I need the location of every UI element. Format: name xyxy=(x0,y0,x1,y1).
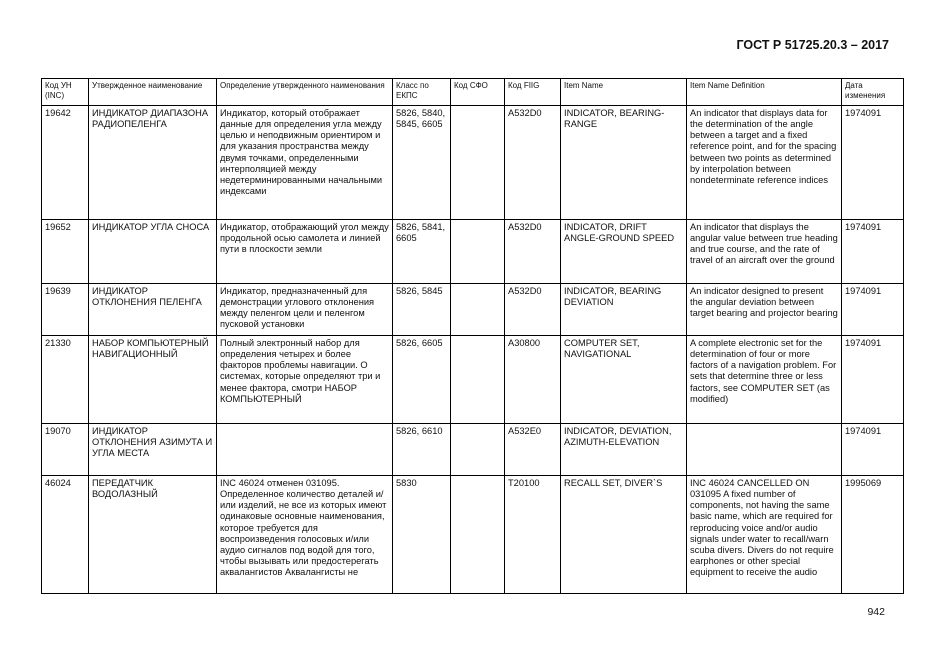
cell-inc: 19652 xyxy=(42,220,89,284)
cell-inc: 19070 xyxy=(42,424,89,476)
cell-sfo-code xyxy=(451,284,505,336)
cell-fiig-code: A532D0 xyxy=(505,284,561,336)
cell-fiig-code: A532E0 xyxy=(505,424,561,476)
cell-change-date: 1974091 xyxy=(842,284,904,336)
cell-item-name: INDICATOR, BEARING-RANGE xyxy=(561,106,687,220)
catalog-table xyxy=(41,78,904,594)
table-row xyxy=(42,106,904,220)
cell-name-definition: Полный электронный набор для определения четырех и более факторов проблемы навигации. О системах, которые определяют три и менее фактора, смотри НАБОР КОМПЬЮТЕРНЫЙ xyxy=(217,336,393,424)
cell-ekps-class: 5830 xyxy=(393,476,451,594)
cell-change-date: 1974091 xyxy=(842,424,904,476)
cell-item-name-definition: An indicator that displays data for the determination of the angle between a target and a fixed reference point, and for the spacing between two points as determined by interpolation between nondeterminate reference indices xyxy=(687,106,842,220)
column-header-item-name: Item Name xyxy=(561,79,687,106)
table-row xyxy=(42,220,904,284)
cell-change-date: 1974091 xyxy=(842,220,904,284)
cell-item-name-definition: An indicator that displays the angular value between true heading and true course, and the rate of travel of an aircraft over the ground xyxy=(687,220,842,284)
cell-change-date: 1995069 xyxy=(842,476,904,594)
cell-approved-name: ПЕРЕДАТЧИК ВОДОЛАЗНЫЙ xyxy=(89,476,217,594)
table-row xyxy=(42,284,904,336)
column-header-ekps-class: Класс по ЕКПС xyxy=(393,79,451,106)
cell-approved-name: ИНДИКАТОР ДИАПАЗОНА РАДИОПЕЛЕНГА xyxy=(89,106,217,220)
cell-name-definition xyxy=(217,424,393,476)
cell-approved-name: ИНДИКАТОР ОТКЛОНЕНИЯ ПЕЛЕНГА xyxy=(89,284,217,336)
cell-approved-name: ИНДИКАТОР УГЛА СНОСА xyxy=(89,220,217,284)
cell-ekps-class: 5826, 5841, 6605 xyxy=(393,220,451,284)
cell-item-name: RECALL SET, DIVER`S xyxy=(561,476,687,594)
cell-inc: 46024 xyxy=(42,476,89,594)
cell-ekps-class: 5826, 5840, 5845, 6605 xyxy=(393,106,451,220)
column-header-sfo-code: Код СФО xyxy=(451,79,505,106)
table-header-row xyxy=(42,79,904,106)
cell-sfo-code xyxy=(451,476,505,594)
cell-approved-name: НАБОР КОМПЬЮТЕРНЫЙ НАВИГАЦИОННЫЙ xyxy=(89,336,217,424)
cell-change-date: 1974091 xyxy=(842,336,904,424)
cell-sfo-code xyxy=(451,106,505,220)
column-header-item-name-definition: Item Name Definition xyxy=(687,79,842,106)
cell-item-name-definition: A complete electronic set for the determination of four or more factors of a navigation problem. For sets that determine three or less factors, see COMPUTER SET (as modified) xyxy=(687,336,842,424)
column-header-name-definition: Определение утвержденного наименования xyxy=(217,79,393,106)
column-header-inc: Код УН (INC) xyxy=(42,79,89,106)
cell-item-name: INDICATOR, BEARING DEVIATION xyxy=(561,284,687,336)
table-row xyxy=(42,424,904,476)
document-code: ГОСТ Р 51725.20.3 – 2017 xyxy=(736,38,889,52)
cell-item-name-definition: An indicator designed to present the angular deviation between target bearing and projector bearing xyxy=(687,284,842,336)
cell-name-definition: Индикатор, который отображает данные для определения угла между целью и неподвижным ориентиром и для указания пространства между двумя точками, определенными интерполяцией между недетерминированными начальными индексами xyxy=(217,106,393,220)
cell-sfo-code xyxy=(451,424,505,476)
table-row xyxy=(42,336,904,424)
cell-item-name: INDICATOR, DEVIATION, AZIMUTH-ELEVATION xyxy=(561,424,687,476)
cell-item-name-definition: INC 46024 CANCELLED ON 031095 A fixed number of components, not having the same basic name, which are required for reproducing voice and/or audio signals under water to recall/warn scuba divers. Divers do not require earphones or other special equipment to receive the audio xyxy=(687,476,842,594)
cell-item-name: INDICATOR, DRIFT ANGLE-GROUND SPEED xyxy=(561,220,687,284)
cell-ekps-class: 5826, 6610 xyxy=(393,424,451,476)
page-number: 942 xyxy=(867,606,885,618)
cell-name-definition: Индикатор, отображающий угол между продольной осью самолета и линией пути в плоскости земли xyxy=(217,220,393,284)
cell-inc: 19639 xyxy=(42,284,89,336)
column-header-approved-name: Утвержденное наименование xyxy=(89,79,217,106)
cell-ekps-class: 5826, 6605 xyxy=(393,336,451,424)
cell-sfo-code xyxy=(451,336,505,424)
cell-name-definition: Индикатор, предназначенный для демонстрации углового отклонения между пеленгом цели и пеленгом пусковой установки xyxy=(217,284,393,336)
cell-fiig-code: A532D0 xyxy=(505,106,561,220)
cell-inc: 21330 xyxy=(42,336,89,424)
cell-inc: 19642 xyxy=(42,106,89,220)
cell-sfo-code xyxy=(451,220,505,284)
cell-change-date: 1974091 xyxy=(842,106,904,220)
column-header-change-date: Дата изменения xyxy=(842,79,904,106)
cell-item-name-definition xyxy=(687,424,842,476)
table-row xyxy=(42,476,904,594)
cell-fiig-code: A532D0 xyxy=(505,220,561,284)
cell-approved-name: ИНДИКАТОР ОТКЛОНЕНИЯ АЗИМУТА И УГЛА МЕСТА xyxy=(89,424,217,476)
cell-ekps-class: 5826, 5845 xyxy=(393,284,451,336)
cell-item-name: COMPUTER SET, NAVIGATIONAL xyxy=(561,336,687,424)
column-header-fiig-code: Код FIIG xyxy=(505,79,561,106)
cell-fiig-code: A30800 xyxy=(505,336,561,424)
cell-fiig-code: T20100 xyxy=(505,476,561,594)
cell-name-definition: INC 46024 отменен 031095. Определенное количество деталей и/или изделий, не все из которых имеют одинаковые основные наименования, которое требуется для воспроизведения голосовых и/или аудио сигналов под водой для того, чтобы вызывать или предостерегать аквалангистов Аквалангисты не xyxy=(217,476,393,594)
